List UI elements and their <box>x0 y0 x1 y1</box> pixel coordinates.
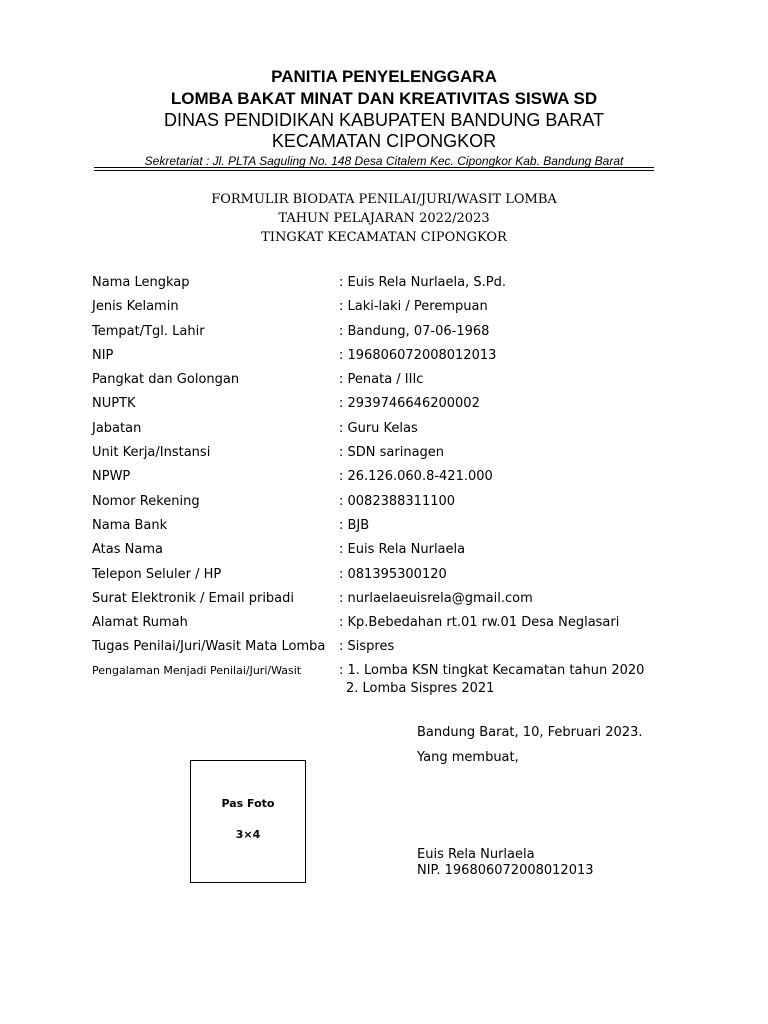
field-value: : 0082388311100 <box>339 493 456 509</box>
field-label: Pangkat dan Golongan <box>92 372 240 388</box>
field-value: : Euis Rela Nurlaela <box>339 542 466 558</box>
signature-nip: NIP. 196806072008012013 <box>417 863 594 878</box>
field-label: NUPTK <box>92 396 136 412</box>
field-value: : 2939746646200002 <box>339 396 480 412</box>
field-label: Nomor Rekening <box>92 493 200 509</box>
field-row-full-name <box>92 273 692 297</box>
field-value: : Guru Kelas <box>339 420 418 436</box>
photo-placeholder <box>190 760 306 883</box>
field-label: Tempat/Tgl. Lahir <box>92 323 205 339</box>
experience-item-1: : 1. Lomba KSN tingkat Kecamatan tahun 2020 <box>339 662 645 678</box>
field-label: Atas Nama <box>92 542 163 558</box>
field-row-position <box>92 419 692 443</box>
field-value: : Bandung, 07-06-1968 <box>339 323 490 339</box>
field-label: Unit Kerja/Instansi <box>92 445 211 461</box>
field-label: Jenis Kelamin <box>92 299 179 315</box>
field-value: : Laki-laki / Perempuan <box>339 299 488 315</box>
experience-item-2: 2. Lomba Sispres 2021 <box>346 680 495 696</box>
form-title-line-2: TAHUN PELAJARAN 2022/2023 <box>278 211 490 226</box>
field-row-nip <box>92 346 692 370</box>
signature-name: Euis Rela Nurlaela <box>417 847 535 862</box>
field-value: : Penata / IIIc <box>339 372 424 388</box>
field-label: NIP <box>92 347 114 363</box>
district-title: KECAMATAN CIPONGKOR <box>271 131 497 151</box>
field-label: NPWP <box>92 469 131 485</box>
field-row-account-number <box>92 492 692 516</box>
biodata-fields <box>92 273 692 698</box>
signature-place-date: Bandung Barat, 10, Februari 2023. <box>417 725 643 740</box>
field-value: : SDN sarinagen <box>339 445 445 461</box>
header-divider-thin <box>94 170 654 171</box>
field-value: : 26.126.060.8-421.000 <box>339 469 493 485</box>
field-row-email <box>92 589 692 613</box>
header-divider-thick <box>94 167 654 168</box>
field-row-work-unit <box>92 443 692 467</box>
field-label: Surat Elektronik / Email pribadi <box>92 590 295 606</box>
photo-label: Pas Foto <box>221 797 275 810</box>
secretariat-address: Sekretariat : Jl. PLTA Saguling No. 148 Desa Citalem Kec. Cipongkor Kab. Bandung Barat <box>144 154 624 168</box>
field-value: : Euis Rela Nurlaela, S.Pd. <box>339 275 506 290</box>
field-row-nuptk <box>92 394 692 418</box>
field-value: : 196806072008012013 <box>339 347 497 363</box>
field-row-gender <box>92 297 692 321</box>
field-row-phone <box>92 565 692 589</box>
field-label: Jabatan <box>92 420 142 436</box>
field-row-experience <box>92 662 692 698</box>
experience-label: Pengalaman Menjadi Penilai/Juri/Wasit <box>92 663 302 677</box>
field-value: : BJB <box>339 517 370 533</box>
field-row-account-holder <box>92 540 692 564</box>
agency-title: DINAS PENDIDIKAN KABUPATEN BANDUNG BARAT <box>163 110 605 130</box>
field-label: Telepon Seluler / HP <box>92 566 222 582</box>
field-label: Alamat Rumah <box>92 615 188 631</box>
field-value: : 081395300120 <box>339 566 447 582</box>
field-row-rank <box>92 370 692 394</box>
signature-made-by: Yang membuat, <box>417 750 519 765</box>
field-label: Tugas Penilai/Juri/Wasit Mata Lomba <box>92 639 326 655</box>
form-title-line-1: FORMULIR BIODATA PENILAI/JURI/WASIT LOMBA <box>211 192 557 207</box>
photo-size: 3×4 <box>235 828 261 841</box>
experience-list <box>339 662 692 698</box>
form-title <box>0 190 768 247</box>
field-label: Nama Lengkap <box>92 275 190 290</box>
form-title-line-3: TINGKAT KECAMATAN CIPONGKOR <box>261 230 507 245</box>
field-value: : nurlaelaeuisrela@gmail.com <box>339 590 533 606</box>
field-row-bank-name <box>92 516 692 540</box>
event-title: LOMBA BAKAT MINAT DAN KREATIVITAS SISWA SD <box>170 89 598 108</box>
field-row-npwp <box>92 467 692 491</box>
field-label: Nama Bank <box>92 517 168 533</box>
letterhead <box>0 66 768 169</box>
committee-title: PANITIA PENYELENGGARA <box>271 67 497 86</box>
field-row-birth <box>92 322 692 346</box>
field-value: : Sispres <box>339 639 395 655</box>
field-value: : Kp.Bebedahan rt.01 rw.01 Desa Neglasari <box>339 615 620 631</box>
field-row-address <box>92 613 692 637</box>
field-row-assignment <box>92 637 692 661</box>
